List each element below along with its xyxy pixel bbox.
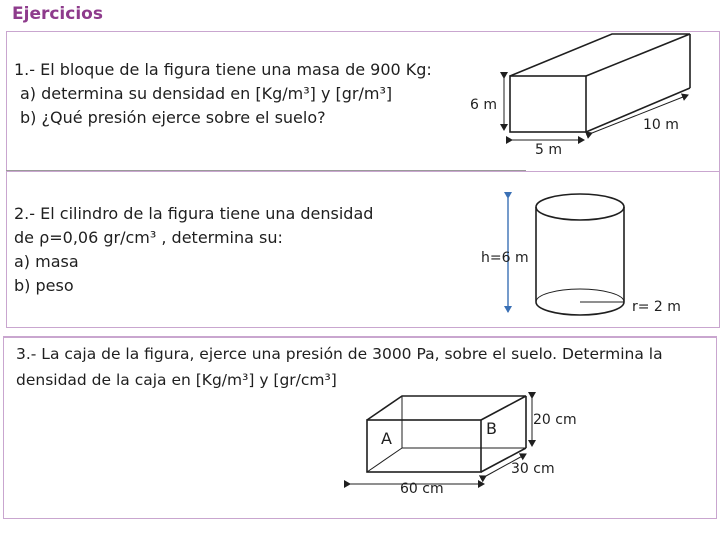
exercise-1-question-b: b) ¿Qué presión ejerce sobre el suelo? [20,108,326,127]
exercise-2-question-b: b) peso [14,276,74,295]
exercise-2-statement: 2.- El cilindro de la figura tiene una densidad [14,204,374,223]
page-title: Ejercicios [12,4,103,24]
cylinder-radius-label: r= 2 m [632,299,681,315]
exercise-3-statement-cont: densidad de la caja en [Kg/m³] y [gr/cm³] [16,371,337,389]
box-height-label: 20 cm [533,412,577,428]
block-width-label: 5 m [535,142,562,158]
exercise-2-question-a: a) masa [14,252,79,271]
block-height-label: 6 m [470,97,497,113]
exercise-1-statement: 1.- El bloque de la figura tiene una masa de 900 Kg: [14,60,432,79]
box-depth-label: 30 cm [511,461,555,477]
exercise-3-statement: 3.- La caja de la figura, ejerce una presión de 3000 Pa, sobre el suelo. Determina la [16,345,663,363]
cylinder-height-label: h=6 m [481,250,529,266]
exercise-2-statement-cont: de ρ=0,06 gr/cm³ , determina su: [14,228,283,247]
cylinder-figure [536,194,624,315]
block-length-label: 10 m [643,117,679,133]
box-face-a-label: A [381,429,392,448]
box-face-b-label: B [486,419,497,438]
box-length-label: 60 cm [400,481,444,497]
exercise-1-question-a: a) determina su densidad en [Kg/m³] y [gr/m³] [20,84,393,103]
